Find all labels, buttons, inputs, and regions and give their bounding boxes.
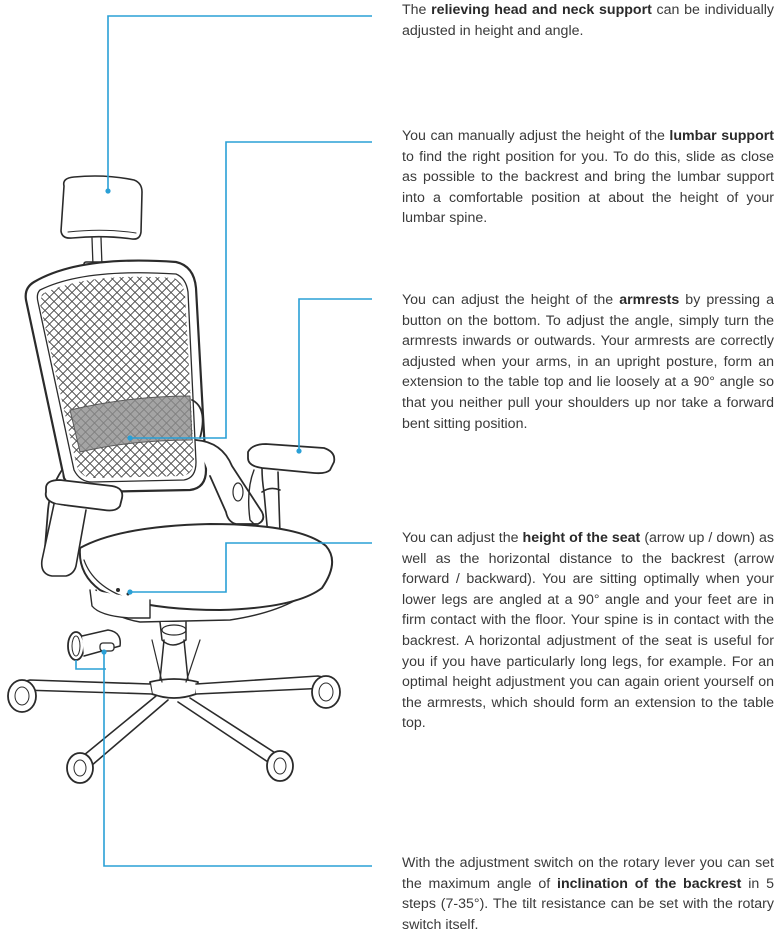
callout-keyword: relieving head and neck support — [431, 2, 652, 18]
callout-text-seat-height — [402, 528, 774, 734]
callout-keyword: inclination of the backrest — [557, 875, 742, 892]
callout-text-armrests — [402, 290, 774, 434]
callout-text-lumbar — [402, 126, 774, 229]
base-leg-left — [22, 680, 152, 694]
base-leg-back — [152, 640, 200, 682]
callout-text-head-neck — [402, 0, 774, 41]
callout-dot-head-neck — [105, 188, 110, 193]
callout-keyword: lumbar support — [669, 128, 774, 144]
chair-drawing — [8, 176, 340, 783]
callout-dot-backrest — [101, 649, 106, 654]
right-armrest-pad — [248, 444, 334, 473]
callout-dot-armrests — [296, 448, 301, 453]
callout-text-run: You can adjust the height of the — [402, 292, 620, 308]
caster-left — [8, 680, 36, 712]
headrest — [61, 176, 142, 239]
adjustment-switch — [100, 643, 114, 651]
callout-text-run: The — [402, 2, 432, 18]
callout-text-run: can be individually adjusted in height and angle. — [402, 2, 774, 39]
caster-front-left — [67, 753, 93, 783]
caster-front-right — [267, 751, 293, 781]
callout-text-run: to find the right position for you. To do this, slide as close as possible to the backrest and bring the lumbar support into a comfortable position at about the height of your lumbar spine. — [402, 148, 774, 227]
callout-text-backrest — [402, 853, 774, 935]
base-leg-right — [196, 676, 328, 694]
mechanism-bolt — [116, 588, 120, 592]
callout-line-seat-bracket — [76, 660, 106, 669]
callout-keyword: armrests — [619, 292, 680, 308]
callout-dot-lumbar — [127, 435, 132, 440]
callout-text-run: by pressing a button on the bottom. To adjust the angle, simply turn the armrests inwards or outwards. Your armrests are correctly adjusted when your arms, in an upright posture, form an extension to the table top and lie loosely at a 90° angle so that you neither pull your shoulders up nor take a forward bent sitting position. — [402, 292, 774, 432]
base-hub — [150, 679, 198, 698]
callout-dot-seat — [127, 589, 132, 594]
caster-right — [312, 676, 340, 708]
callout-text-run: You can manually adjust the height of the — [402, 128, 670, 144]
callout-keyword: height of the seat — [522, 530, 641, 546]
callout-text-run: With the adjustment switch on the rotary lever you can set the maximum angle of — [402, 855, 774, 892]
callout-line-armrests — [299, 299, 372, 451]
callout-text-run: You can adjust the — [402, 530, 523, 546]
callout-text-run: (arrow up / down) as well as the horizontal distance to the backrest (arrow forward / backward). You are sitting optimally when your lower legs are angled at a 90° angle and your feet are in firm contact with the floor. Your spine is in contact with the backrest. A horizontal adjustment of the seat is useful for you if you have particularly long legs, for example. For an optimal height adjustment you can again orient yourself on the armrests, which should form an extension to the table top. — [402, 530, 775, 732]
callout-text-run: in 5 steps (7-35°). The tilt resistance can be set with the rotary switch itself. — [402, 875, 774, 933]
callout-line-head-neck — [108, 16, 372, 191]
gas-cylinder — [160, 640, 188, 680]
